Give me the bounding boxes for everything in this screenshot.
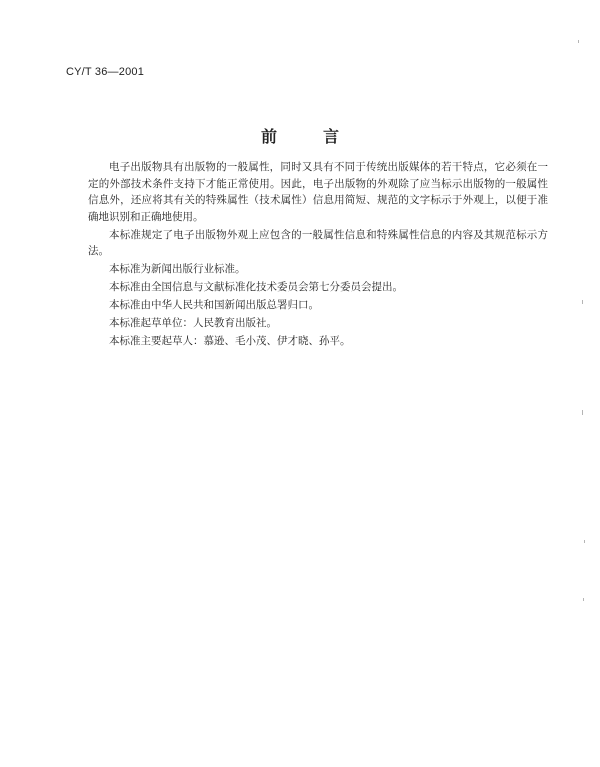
scan-speck — [584, 540, 585, 543]
scan-speck — [582, 410, 583, 415]
paragraph-intro: 电子出版物具有出版物的一般属性，同时又具有不同于传统出版媒体的若干特点，它必须在一定的外部技术条件支持下才能正常使用。因此，电子出版物的外观除了应当标示出版物的一般属性信息外，还应将其有关的特殊属性（技术属性）信息用简短、规范的文字标示于外观上，以便于准确地识别和正确地使用。 — [88, 161, 548, 223]
foreword-body — [88, 159, 548, 351]
scan-speck — [578, 40, 579, 43]
paragraph-drafters: 本标准主要起草人：慕逊、毛小茂、伊才晓、孙平。 — [109, 335, 351, 348]
paragraph-administrator: 本标准由中华人民共和国新闻出版总署归口。 — [109, 299, 319, 312]
standard-code: CY/T 36—2001 — [66, 66, 145, 78]
section-title: 前言 — [260, 127, 385, 146]
paragraph-scope: 本标准规定了电子出版物外观上应包含的一般属性信息和特殊属性信息的内容及其规范标示方法。 — [88, 228, 548, 258]
paragraph-drafting-unit: 本标准起草单位：人民教育出版社。 — [109, 317, 277, 330]
paragraph-standard-type: 本标准为新闻出版行业标准。 — [109, 263, 246, 276]
paragraph-proposer: 本标准由全国信息与文献标准化技术委员会第七分委员会提出。 — [109, 281, 403, 294]
scan-speck — [583, 598, 584, 601]
scan-speck — [582, 300, 583, 304]
